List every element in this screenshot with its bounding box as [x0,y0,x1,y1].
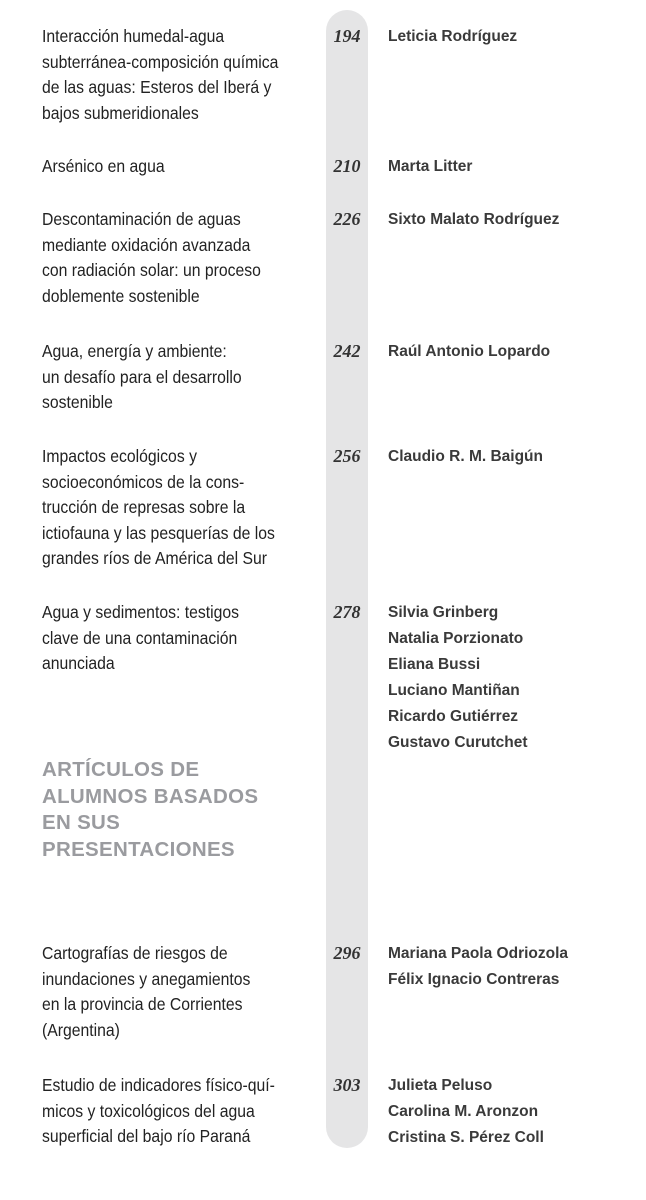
entry-title: Estudio de indicadores físico-quí- micos y toxicológicos del agua superficial del bajo río Paraná [42,1075,275,1146]
entry-authors [388,339,643,365]
entry-authors [388,24,643,50]
entry-page-number: 210 [333,156,361,176]
entry-title: Agua y sedimentos: testigos clave de una contaminación anunciada [42,602,239,673]
entry-page-number: 226 [333,209,361,229]
page-number-column-band [326,10,368,1148]
entry-title: Impactos ecológicos y socioeconómicos de la cons- trucción de represas sobre la ictiofauna y las pesquerías de los grandes ríos de América del Sur [42,446,275,568]
entry-title: Arsénico en agua [42,156,165,176]
entry-page-number: 303 [333,1075,361,1095]
author-name: Raúl Antonio Lopardo [388,343,551,360]
entry-page-number: 278 [333,602,361,622]
author-name: Leticia Rodríguez [388,28,518,45]
entry-page-number: 296 [333,943,361,963]
entry-authors [388,444,643,470]
author-name: Marta Litter [388,158,473,175]
entry-page-number: 194 [333,26,361,46]
author-name: Julieta Peluso [388,1077,493,1094]
entry-title: Interacción humedal-agua subterránea-composición química de las aguas: Esteros del Iberá y bajos submeridionales [42,26,279,123]
entry-authors [388,600,643,756]
author-name: Luciano Mantiñan [388,682,520,699]
author-name: Sixto Malato Rodríguez [388,211,560,228]
entry-title: Descontaminación de aguas mediante oxidación avanzada con radiación solar: un proceso doblemente sostenible [42,209,261,306]
section-heading: ARTÍCULOS DE ALUMNOS BASADOS EN SUS PRESENTACIONES [42,758,259,861]
author-name: Claudio R. M. Baigún [388,448,543,465]
entry-authors [388,941,643,993]
author-name: Silvia Grinberg [388,604,499,621]
author-name: Félix Ignacio Contreras [388,971,560,988]
author-name: Natalia Porzionato [388,630,524,647]
author-name: Cristina S. Pérez Coll [388,1129,544,1146]
author-name: Gustavo Curutchet [388,734,528,751]
entry-authors [388,1073,643,1151]
entry-page-number: 256 [333,446,361,466]
author-name: Ricardo Gutiérrez [388,708,519,725]
author-name: Eliana Bussi [388,656,481,673]
author-name: Mariana Paola Odriozola [388,945,569,962]
entry-title: Cartografías de riesgos de inundaciones y anegamientos en la provincia de Corrientes (Argentina) [42,943,251,1040]
author-name: Carolina M. Aronzon [388,1103,539,1120]
entry-authors [388,207,643,233]
entry-page-number: 242 [333,341,361,361]
entry-authors [388,154,643,180]
entry-title: Agua, energía y ambiente: un desafío para el desarrollo sostenible [42,341,242,412]
